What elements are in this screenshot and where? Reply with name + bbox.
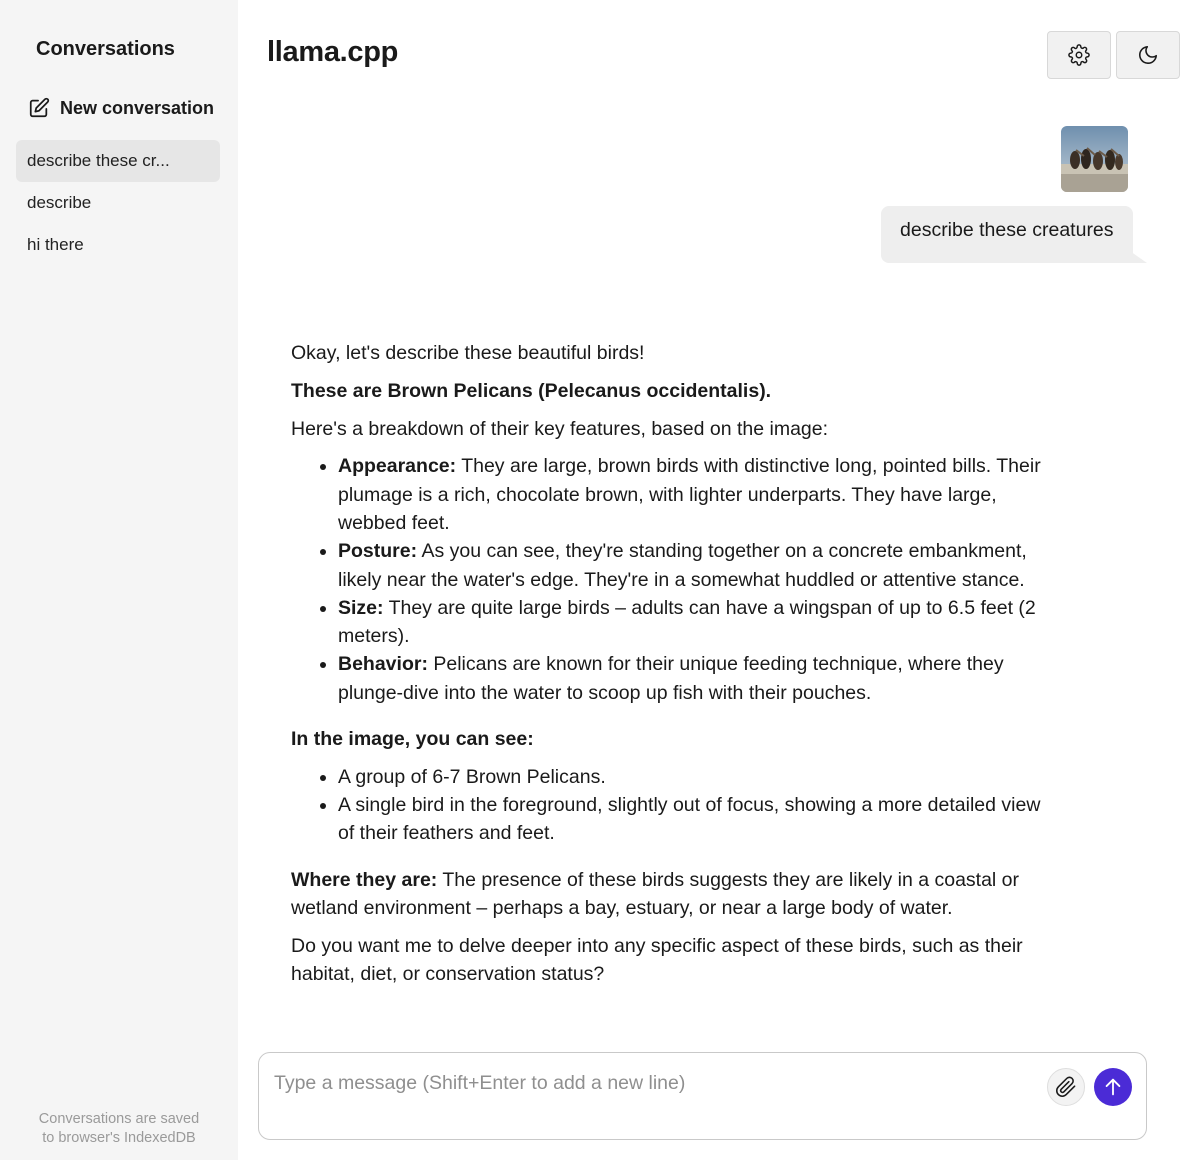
assistant-message	[291, 339, 1051, 998]
moon-icon	[1137, 44, 1159, 66]
new-conversation-button[interactable]	[28, 94, 214, 122]
message-input[interactable]	[258, 1052, 1147, 1140]
where-text: The presence of these birds suggests they are likely in a coastal or wetland environment – perhaps a bay, estuary, or near a large body of water.	[291, 868, 1020, 920]
feature-label: Appearance:	[338, 455, 457, 478]
settings-button[interactable]	[1047, 31, 1111, 79]
where-label: Where they are:	[291, 868, 438, 891]
list-item	[338, 452, 1051, 537]
bubble-tail	[1127, 249, 1147, 263]
feature-text: They are quite large birds – adults can have a wingspan of up to 6.5 feet (2 meters).	[338, 596, 1036, 648]
list-item: • A single bird in the foreground, slightly out of focus, showing a more detailed view of their feathers and feet.	[338, 791, 1051, 848]
features-list	[338, 452, 1051, 707]
user-message-text: describe these creatures	[900, 219, 1114, 241]
list-item: • A group of 6-7 Brown Pelicans.	[338, 763, 1051, 791]
storage-note-line1: Conversations are saved	[38, 1111, 200, 1127]
image-heading: In the image, you can see:	[291, 728, 534, 751]
arrow-up-icon	[1102, 1076, 1124, 1098]
answer-closing: Do you want me to delve deeper into any specific aspect of these birds, such as their habitat, diet, or conservation status?	[291, 934, 1023, 986]
paperclip-icon	[1055, 1076, 1077, 1098]
storage-note	[0, 1110, 238, 1148]
list-item	[338, 650, 1051, 707]
sidebar-title: Conversations	[36, 38, 175, 60]
feature-text: Pelicans are known for their unique feeding technique, where they plunge-dive into the water to scoop up fish with their pouches.	[338, 653, 1004, 704]
where-paragraph	[291, 866, 1051, 923]
edit-icon	[28, 97, 50, 119]
pelicans-image	[1061, 126, 1128, 192]
answer-intro: Okay, let's describe these beautiful birds!	[291, 342, 645, 364]
gear-icon	[1068, 44, 1090, 66]
feature-text: As you can see, they're standing together on a concrete embankment, likely near the water's edge. They're in a somewhat huddled or attentive stance.	[338, 540, 1027, 591]
send-button[interactable]	[1094, 1068, 1132, 1106]
new-conversation-label: New conversation	[60, 97, 215, 118]
answer-breakdown-intro: Here's a breakdown of their key features, based on the image:	[291, 417, 829, 440]
list-item	[338, 537, 1051, 594]
conversation-list	[16, 140, 220, 266]
app-title: llama.cpp	[267, 36, 399, 68]
theme-toggle-button[interactable]	[1116, 31, 1180, 79]
user-message-bubble	[881, 206, 1133, 263]
feature-label: Posture:	[338, 540, 418, 563]
image-points-list	[338, 763, 1051, 848]
feature-label: Behavior:	[338, 653, 428, 676]
conversation-item-active[interactable]: describe these cr...	[16, 140, 220, 182]
storage-note-line2: to browser's IndexedDB	[42, 1130, 196, 1146]
attach-button[interactable]	[1047, 1068, 1085, 1106]
sidebar	[0, 0, 238, 1160]
message-input-placeholder: Type a message (Shift+Enter to add a new line)	[274, 1072, 686, 1094]
answer-species: These are Brown Pelicans (Pelecanus occidentalis).	[291, 379, 772, 402]
conversation-item[interactable]: describe	[27, 193, 92, 212]
conversation-item[interactable]: hi there	[27, 235, 84, 254]
feature-label: Size:	[338, 596, 384, 619]
list-item	[338, 594, 1051, 651]
attached-image-thumbnail[interactable]	[1061, 126, 1128, 192]
feature-text: They are large, brown birds with distinctive long, pointed bills. Their plumage is a rich, chocolate brown, with lighter underparts. They have large, webbed feet.	[338, 455, 1041, 534]
